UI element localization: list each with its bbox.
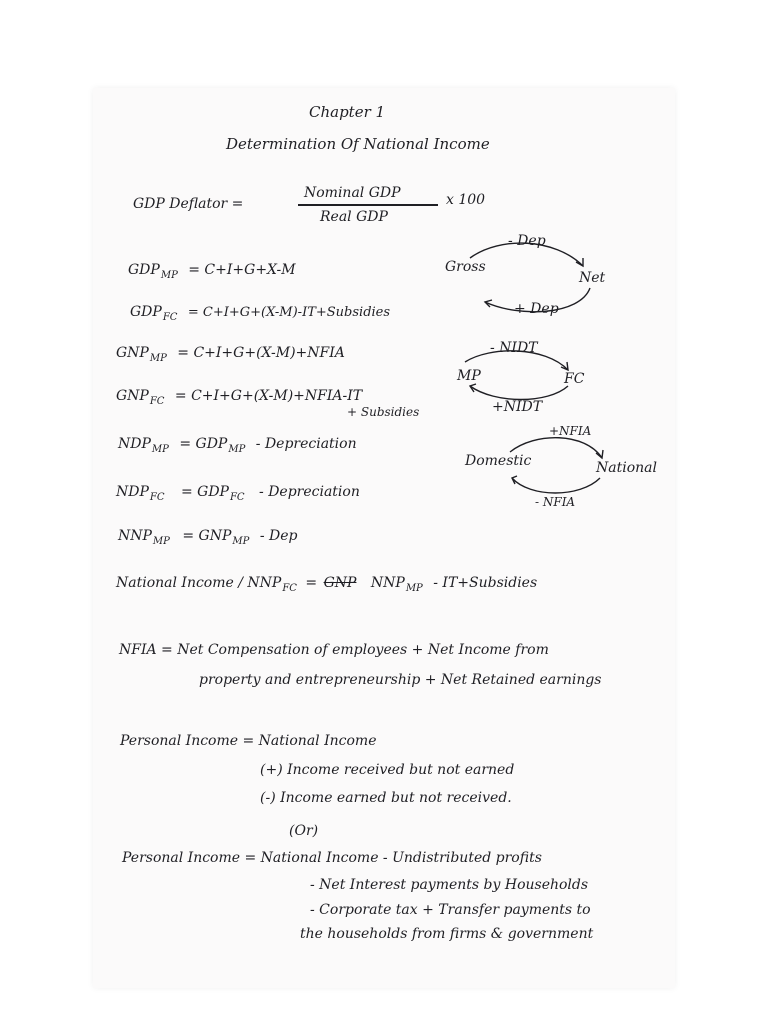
diagram-mp-fc-top-label: - NIDT [490,340,538,356]
personal-income-line-3: (-) Income earned but not received. [260,790,512,806]
personal-income-alt-line-2: - Net Interest payments by Households [310,877,589,893]
diagram-domestic-national-top-label: +NFIA [549,424,592,438]
or-label: (Or) [289,823,319,839]
diagram-gross-net-bottom-label: + Dep [514,301,559,317]
nfia-line-2: property and entrepreneurship + Net Retained earnings [199,672,602,688]
personal-income-alt-line-1: Personal Income = National Income - Undistributed profits [122,850,542,866]
diagram-mp-fc-bottom-label: +NIDT [492,399,543,415]
diagram-mp-label: MP [457,368,481,384]
deflator-numerator: Nominal GDP [304,185,401,201]
diagram-fc-label: FC [564,371,585,387]
personal-income-alt-line-3: - Corporate tax + Transfer payments to [310,902,591,918]
diagram-gross-label: Gross [445,259,486,275]
ndp-mp-formula: $NDP_{MP} = GDP_{MP}$ - Depreciation [118,436,357,455]
gnp-mp-formula: $GNP_{MP}$ = C+I+G+(X-M)+NFIA [116,345,345,364]
gdp-mp-formula: $GDP_{MP} = C+I+G+X-M$ [128,262,296,281]
gdp-fc-formula: $GDP_{FC}$ = C+I+G+(X-M)-IT+Subsidies [130,304,391,323]
diagram-gross-net-top-label: - Dep [508,233,546,249]
nnp-mp-formula: $NNP_{MP} = GNP_{MP}$ - Dep [118,528,298,547]
nfia-line-1: NFIA = Net Compensation of employees + Net Income from [119,642,549,658]
deflator-multiplier: x 100 [446,192,486,208]
personal-income-line-1: Personal Income = National Income [120,733,377,749]
chapter-heading: Chapter 1 [309,103,386,121]
personal-income-line-2: (+) Income received but not earned [260,762,515,778]
deflator-denominator: Real GDP [320,209,388,225]
personal-income-alt-line-4: the households from firms & government [300,926,594,942]
gnp-fc-formula-cont: + Subsidies [347,405,420,419]
diagram-domestic-label: Domestic [465,453,532,469]
ndp-fc-formula: $NDP_{FC} = GDP_{FC}$ - Depreciation [116,484,360,503]
deflator-lhs: GDP Deflator = [133,196,244,212]
diagram-domestic-national-bottom-label: - NFIA [535,495,576,509]
diagram-national-label: National [596,460,657,476]
page-title: Determination Of National Income [226,135,490,153]
gnp-fc-formula: $GNP_{FC}$ = C+I+G+(X-M)+NFIA-IT [116,388,363,407]
diagram-net-label: Net [579,270,606,286]
national-income-formula: National Income / $NNP_{FC}$ = GNP $NNP_{MP}$ - IT+Subsidies [116,575,538,594]
